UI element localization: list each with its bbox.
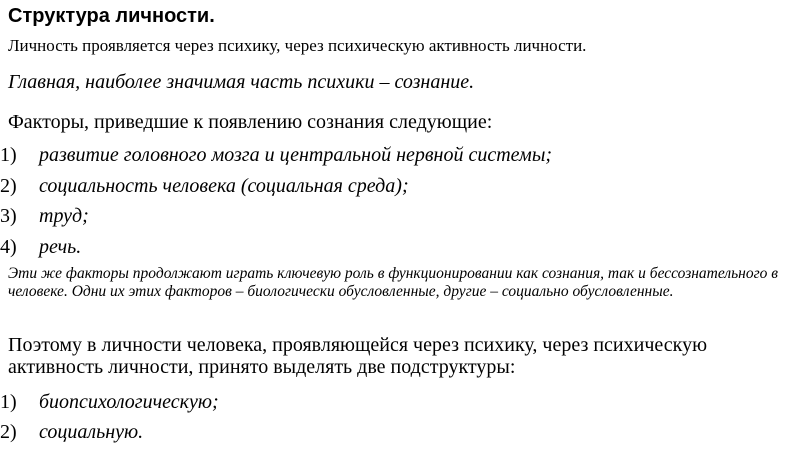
- main-statement: Главная, наиболее значимая часть психики – сознание.: [8, 71, 475, 93]
- list-number: 2): [0, 421, 17, 443]
- factor-text: социальность человека (социальная среда);: [39, 175, 409, 197]
- list-number: 2): [0, 175, 17, 197]
- list-number: 1): [0, 391, 17, 413]
- factor-text: труд;: [39, 205, 89, 227]
- factors-intro: Факторы, приведшие к появлению сознания следующие:: [8, 111, 493, 133]
- list-number: 3): [0, 205, 17, 227]
- substructure-text: социальную.: [39, 421, 144, 443]
- subtitle: Личность проявляется через психику, через психическую активность личности.: [8, 36, 587, 55]
- note-paragraph: Эти же факторы продолжают играть ключевую роль в функционировании как сознания, так и бессознательного в человеке. Одни их этих факторов – биологически обусловленные, другие – социально обусловленные.: [8, 265, 779, 300]
- factor-text: речь.: [39, 236, 82, 258]
- list-number: 1): [0, 144, 17, 166]
- conclusion-paragraph: Поэтому в личности человека, проявляющейся через психику, через психическую активность личности, принято выделять две подструктуры:: [8, 334, 708, 378]
- factor-text: развитие головного мозга и центральной нервной системы;: [39, 144, 553, 166]
- page-title: Структура личности.: [8, 5, 215, 27]
- list-number: 4): [0, 236, 17, 258]
- substructure-text: биопсихологическую;: [39, 391, 219, 413]
